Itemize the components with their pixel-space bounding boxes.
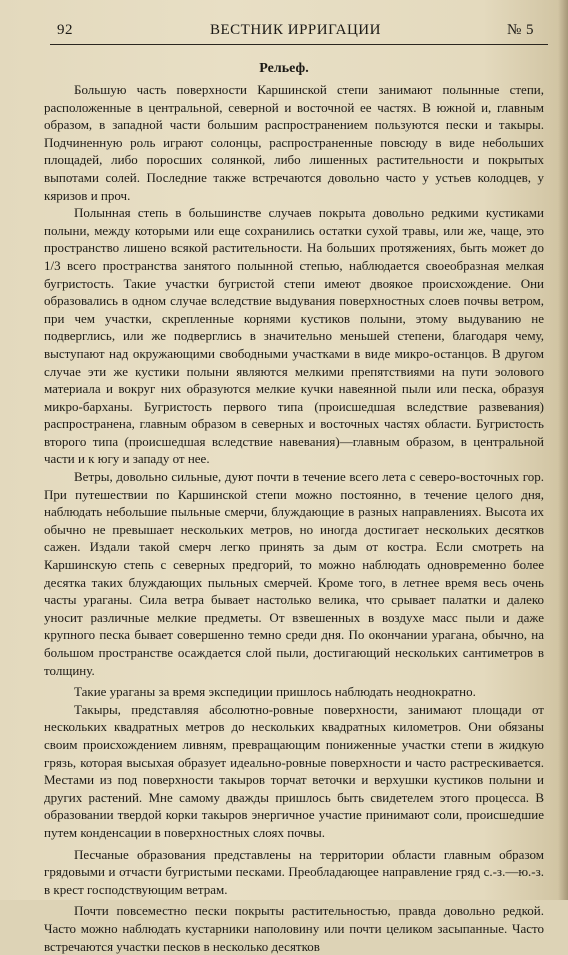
header-rule — [50, 44, 548, 45]
journal-title: ВЕСТНИК ИРРИГАЦИИ — [210, 22, 381, 38]
section-title: Рельеф. — [259, 61, 309, 76]
page-edge-shadow — [558, 0, 568, 900]
running-header — [57, 22, 534, 42]
issue-number: № 5 — [506, 22, 534, 38]
paragraph-vegetated-sands: Почти повсеместно пески покрыты растительностью, правда довольно редкой. Часто можно наблюдать кустарники наполовину или почти целиком засыпанные. Часто встречаются участки песков в несколько десятков — [44, 903, 544, 954]
page-number: 92 — [57, 22, 73, 38]
paragraph-sand-formations: Песчаные образования представлены на территории области главным образом грядовыми и отчасти бугристыми песками. Преобладающее направление гряд с.-з.—ю.-з. в крест господствующим ветрам. — [44, 846, 544, 897]
paragraph-wormwood-steppe: Полынная степь в большинстве случаев покрыта довольно редкими кустиками полыни, между которыми или еще сохранились остатки сухой травы, или же, чаще, это пространство лишено всякой растительности. На больших протяжениях, быть может до 1/3 всего пространства занятого полынной степью, наблюдается своеобразная мелкая бугристость. Такие участки бугристой степи имеют двоякое происхождение. Они образовались в одном случае вследствие выдувания поверхностных слоев почвы ветром, при чем участки, скрепленные корнями кустиков полыни, этому выдуванию не подверглись, или же подверглись в значительно меньшей степени, благодаря чему, выступают над окружающими свободными участками в виде микро-останцов. В другом случае эти же кустики полыни являются мелкими препятствиями на пути эолового материала и вокруг них образуются мелкие кучки навеянной пыли или песка, образуя микро-барханы. Бугристость первого типа (происшедшая вследствие развевания) распространена, главным образом в северных и восточных частях области. Бугристость второго типа (происшедшая вследствие навевания)—главным образом, в центральной части и к югу и западу от нее. — [44, 205, 544, 467]
article-body — [44, 81, 544, 955]
paragraph-relief-overview: Большую часть поверхности Каршинской степи занимают полынные степи, расположенные в центральной, северной и восточной ее частях. В южной и, главным образом, в западной части большим распространением пользуются пески и такыры. Подчиненную роль играют солонцы, распространенные повсюду в виде небольших площадей, либо поросших солянкой, либо лишенных растительности и покрытых выпотами солей. Последние также встречаются довольно часто у устьев колодцев, у кяризов и проч. — [44, 82, 544, 203]
paragraph-takyrs: Такыры, представляя абсолютно-ровные поверхности, занимают площади от нескольких квадратных метров до нескольких квадратных километров. Они обязаны своим происхождением ливням, превращающим пониженные участки степи в жидкую грязь, которая высыхая образует идеально-ровные поверхности и часто растрескивается. Местами из под поверхности такыров торчат веточки и верхушки кустиков полыни и других растений. Мне самому дважды пришлось быть свидетелем этого процесса. В образовании твердой корки такыров энергичное участие принимают соли, происшедшие путем конденсации в поверхностных слоях почвы. — [44, 701, 544, 840]
paragraph-winds: Ветры, довольно сильные, дуют почти в течение всего лета с северо-восточных гор. При путешествии по Каршинской степи можно постоянно, в течение целого дня, наблюдать небольшие пыльные смерчи, блуждающие в разных направлениях. Высота их обычно не превышает нескольких метров, но иногда достигает нескольких десятков сажен. Издали такой смерч легко принять за дым от костра. Если смотреть на Каршинскую степь с северных предгорий, то можно наблюдать одновременно более десятка таких блуждающих пыльных смерчей. Кроме того, в летнее время весь очень часты ураганы. Сила ветра бывает настолько велика, что срывает палатки и далеко уносит различные мелкие предметы. От взвешенных в воздухе масс пыли и даже крупного песка бывает совершенно темно среди дня. По окончании урагана, обычно, на большом пространстве осаждается слой пыли, достигающий нескольких сантиметров в толщину. — [44, 469, 544, 678]
paragraph-hurricanes: Такие ураганы за время экспедиции пришлось наблюдать неоднократно. — [74, 684, 476, 700]
